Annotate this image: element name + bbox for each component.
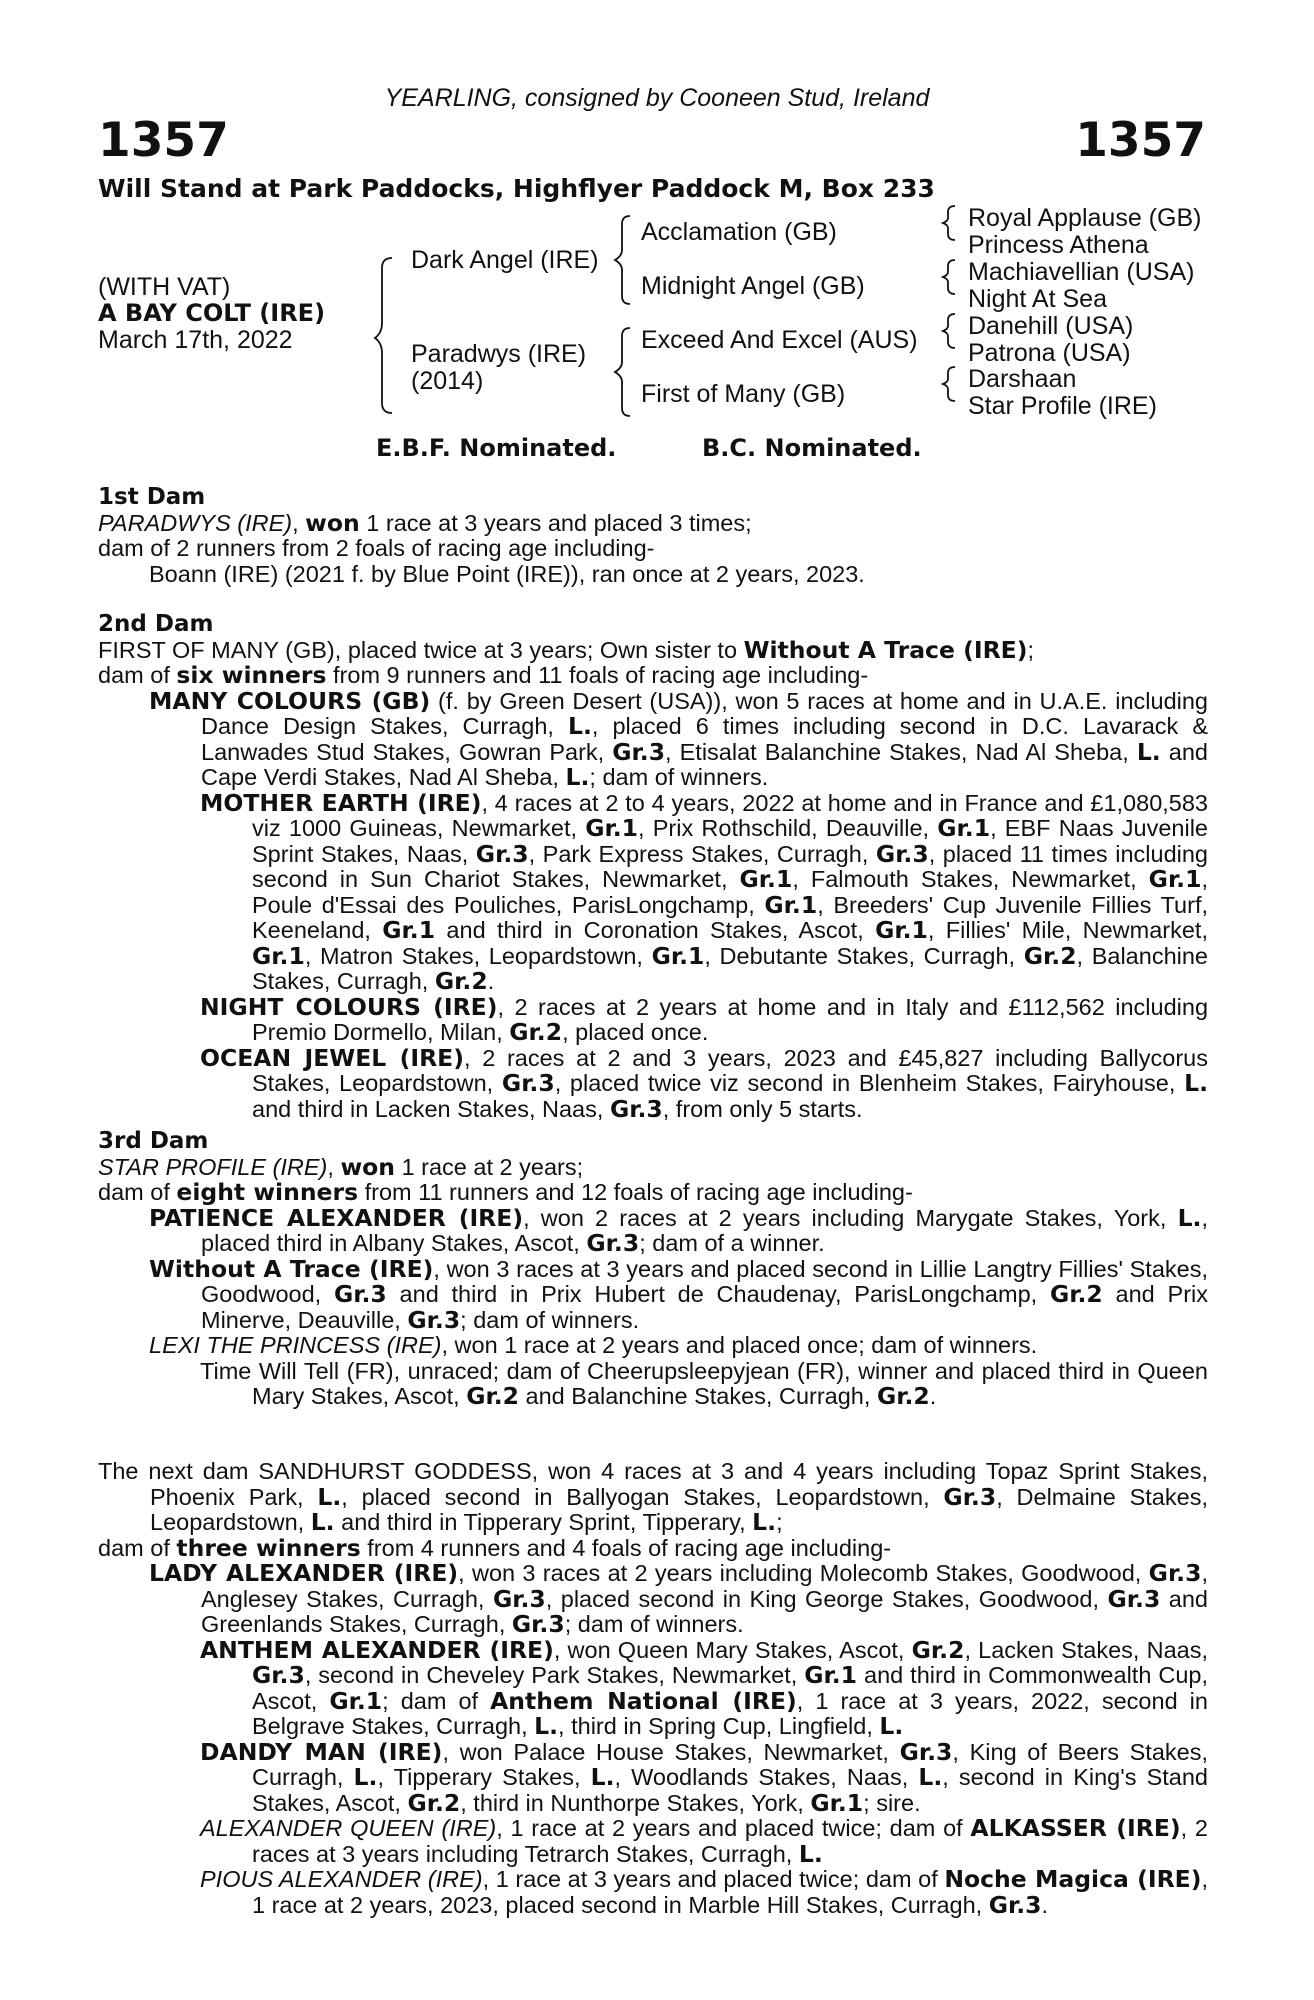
second-dam-heading: 2nd Dam (98, 611, 214, 637)
produce-alexander-queen (98, 1816, 1208, 1867)
race-grade: L. (879, 1712, 904, 1740)
second-dam-produce (98, 663, 1208, 689)
race-grade: L. (353, 1763, 378, 1791)
text: , won 3 races at 3 years and placed second in Lillie Langtry Fillies' Stakes, Goodwood, (201, 1255, 1209, 1307)
text: ; dam of (382, 1687, 491, 1714)
text: and third in Tipperary Sprint, Tipperary, (334, 1509, 753, 1535)
winners-count: eight winners (176, 1178, 359, 1206)
produce-time-will-tell (98, 1359, 1208, 1410)
race-grade: Gr.3 (252, 1661, 305, 1689)
text: , won Queen Mary Stakes, Ascot, (553, 1636, 912, 1663)
race-grade: Gr.3 (407, 1305, 461, 1334)
text: , 1 race at 2 years and placed twice; dam of (496, 1815, 971, 1841)
text: , placed 6 times including second in D.C. Lavarack & Lanwades Stud Stakes, Gowran Park, (201, 713, 1208, 765)
text: , EBF Naas Juvenile Sprint Stakes, Naas, (252, 815, 1208, 867)
consignor-header: YEARLING, consigned by Cooneen Stud, Ireland (384, 84, 930, 112)
text: , second in Cheveley Park Stakes, Newmarket, (304, 1662, 805, 1688)
produce-anthem-alexander (98, 1635, 1208, 1740)
second-dam-intro (98, 635, 1208, 664)
text: , Poule d'Essai des Pouliches, ParisLongchamp, (252, 866, 1208, 918)
text: Time Will Tell (FR), unraced; dam of (200, 1357, 588, 1384)
race-grade: Gr.3 (501, 1069, 555, 1097)
horse-name: MANY COLOURS (GB) (149, 686, 431, 715)
text: The next dam (98, 1458, 259, 1484)
text: and Balanchine Stakes, Curragh, (519, 1383, 877, 1409)
text: , third in Spring Cup, Lingfield, (558, 1713, 880, 1739)
produce-without-a-trace (98, 1254, 1209, 1334)
text: , Breeders' Cup Juvenile Fillies Turf, Keeneland, (252, 891, 1209, 943)
race-grade: L. (752, 1508, 777, 1536)
horse-name: PATIENCE ALEXANDER (IRE) (149, 1203, 524, 1232)
text: dam of (98, 1534, 177, 1561)
race-grade: Gr.1 (585, 814, 639, 842)
text: , Matron Stakes, Leopardstown, (304, 942, 652, 969)
sire: Dark Angel (IRE) (411, 246, 599, 274)
text: dam of (98, 662, 177, 688)
race-grade: L. (590, 1763, 615, 1791)
text: , 2 races at 3 years including Tetrarch Stakes, Curragh, (252, 1815, 1208, 1867)
horse-name: DANDY MAN (IRE) (200, 1737, 443, 1766)
race-grade: L. (534, 1712, 559, 1740)
text: , second in King's Stand Stakes, Ascot, (252, 1764, 1208, 1816)
race-grade: L. (798, 1839, 823, 1868)
text: , Delmaine Stakes, Leopardstown, (150, 1483, 1208, 1535)
race-grade: Gr.3 (875, 839, 929, 868)
text: and third in Commonwealth Cup, Ascot, (252, 1662, 1208, 1714)
dsd: Patrona (USA) (968, 339, 1131, 367)
sds: Machiavellian (USA) (968, 258, 1195, 286)
race-grade: Gr.2 (876, 1382, 930, 1410)
text: , winner and placed third in Queen Mary Stakes, Ascot, (252, 1357, 1208, 1409)
race-grade: Gr.3 (1107, 1584, 1161, 1613)
next-dam-section (98, 1459, 1208, 1918)
text: . (929, 1383, 937, 1409)
race-grade: L. (918, 1763, 943, 1791)
next-dam-intro (98, 1459, 1208, 1536)
text: ; (1027, 636, 1035, 663)
brace-sd (943, 260, 955, 294)
race-grade: Gr.2 (1049, 1280, 1103, 1308)
vat-note: (WITH VAT) (98, 273, 231, 301)
race-grade: L. (568, 712, 592, 740)
race-grade: Gr.2 (466, 1382, 519, 1410)
race-grade: Gr.3 (899, 1737, 953, 1766)
won-label: won (340, 1152, 396, 1181)
text: and third in Lacken Stakes, Naas, (252, 1095, 610, 1122)
text: from 4 runners and 4 foals of racing age including- (360, 1534, 892, 1561)
race-grade: Gr.2 (434, 967, 488, 995)
produce-patience-alexander (98, 1203, 1208, 1257)
text: ; dam of winners. (460, 1306, 640, 1333)
text: and third in Coronation Stakes, Ascot, (435, 917, 876, 943)
text: from 9 runners and 11 foals of racing age including- (326, 662, 869, 688)
text: (f. by Green Desert (USA)), won 5 races at home and in U.A.E. including Dance Design Stakes, Curragh, (201, 687, 1208, 739)
first-dam-produce: dam of 2 runners from 2 foals of racing age including- (98, 535, 655, 561)
text: , (292, 509, 306, 536)
brace-ss (943, 206, 955, 240)
text: FIRST OF MANY (GB), placed twice at 3 years; Own sister to (98, 636, 744, 663)
text: , placed second in King George Stakes, Goodwood, (545, 1585, 1108, 1612)
text: , from only 5 starts. (662, 1095, 863, 1122)
produce-pious-alexander (98, 1867, 1208, 1918)
winners-count: three winners (176, 1533, 361, 1562)
race-grade: Gr.1 (764, 890, 818, 919)
race-grade: Gr.1 (382, 916, 436, 944)
brace-main (375, 258, 392, 413)
text: , 1 race at 2 years, 2023, placed second in Marble Hill Stakes, Curragh, (252, 1866, 1209, 1918)
dam-dam: First of Many (GB) (641, 380, 846, 408)
ssd: Princess Athena (968, 231, 1149, 259)
race-grade: Gr.1 (739, 865, 793, 893)
dam-name: PARADWYS (IRE) (98, 509, 293, 536)
race-grade: Gr.1 (329, 1686, 383, 1715)
text: , won 1 race at 2 years and placed once; dam of winners. (441, 1332, 1038, 1358)
race-grade: Gr.3 (492, 1584, 546, 1613)
horse-name: LADY ALEXANDER (IRE) (149, 1559, 459, 1587)
produce-dandy-man (98, 1737, 1208, 1817)
brace-dam (615, 328, 630, 416)
race-grade: L. (1177, 1203, 1202, 1232)
text: , placed 11 times including second in Sun Chariot Stakes, Newmarket, (252, 840, 1208, 892)
horse-name: MOTHER EARTH (IRE) (200, 788, 482, 817)
horse-name: OCEAN JEWEL (IRE) (200, 1043, 464, 1072)
text: , (531, 1458, 549, 1484)
race-grade: Gr.2 (509, 1018, 563, 1046)
third-dam-section (98, 1129, 1208, 1410)
text: ; dam of winners. (589, 764, 769, 790)
third-dam-produce (98, 1180, 1208, 1206)
text: , Lacken Stakes, Naas, (964, 1636, 1208, 1663)
produce-ocean-jewel (98, 1043, 1208, 1123)
second-dam-section (98, 612, 1208, 1122)
text: , won 3 races at 2 years including Molecomb Stakes, Goodwood, (458, 1560, 1149, 1586)
ddd: Star Profile (IRE) (968, 392, 1157, 420)
brace-dd (943, 367, 955, 401)
text: , placed once. (562, 1019, 709, 1045)
text: . (487, 968, 495, 994)
text: , placed second in Ballyogan Stakes, Leopardstown, (341, 1483, 944, 1510)
horse-name: ALEXANDER QUEEN (IRE) (200, 1815, 497, 1841)
produce-mother-earth (98, 788, 1209, 995)
stand-location: Will Stand at Park Paddocks, Highflyer Paddock M, Box 233 (98, 174, 935, 203)
bc-nomination: B.C. Nominated. (702, 434, 922, 462)
ebf-nomination: E.B.F. Nominated. (376, 434, 617, 462)
text: , 2 races at 2 years at home and in Italy and £112,562 including Premio Dormello, Milan, (252, 993, 1209, 1045)
lot-title: A BAY COLT (IRE) (98, 299, 326, 327)
text: , Park Express Stakes, Curragh, (528, 840, 876, 867)
date-of-birth: March 17th, 2022 (98, 326, 293, 354)
text: and third in Prix Hubert de Chaudenay, ParisLongchamp, (386, 1281, 1050, 1307)
sdd: Night At Sea (968, 285, 1107, 313)
text: , Falmouth Stakes, Newmarket, (792, 866, 1149, 892)
text: , Prix Rothschild, Deauville, (638, 815, 938, 841)
race-grade: Gr.1 (804, 1661, 858, 1689)
horse-name: Without A Trace (IRE) (149, 1254, 434, 1283)
text: and Cape Verdi Stakes, Nad Al Sheba, (201, 738, 1208, 790)
text: ; (776, 1509, 783, 1535)
text: , placed third in Albany Stakes, Ascot, (201, 1204, 1208, 1256)
horse-name: NIGHT COLOURS (IRE) (200, 992, 498, 1021)
lot-number-left: 1357 (98, 113, 229, 168)
race-grade: Gr.1 (875, 916, 928, 944)
text: , Tipperary Stakes, (377, 1764, 591, 1790)
dam: Paradwys (IRE) (411, 340, 587, 368)
text: . (1041, 1891, 1049, 1918)
lot-number-right: 1357 (1075, 113, 1206, 168)
text: ; dam of winners. (564, 1611, 744, 1637)
race-grade: Gr.3 (586, 1229, 640, 1257)
dam-sire: Exceed And Excel (AUS) (641, 326, 918, 354)
race-grade: L. (1184, 1069, 1208, 1097)
text: , 1 race at 3 years, 2022, second in Belgrave Stakes, Curragh, (252, 1687, 1208, 1739)
text: , Debutante Stakes, Curragh, (704, 942, 1024, 969)
produce-lady-alexander (98, 1561, 1208, 1638)
race-grade: Gr.3 (988, 1890, 1042, 1919)
horse-name: Noche Magica (IRE) (944, 1865, 1202, 1893)
horse-name: PIOUS ALEXANDER (IRE) (200, 1866, 483, 1892)
text: , won Palace House Stakes, Newmarket, (442, 1738, 900, 1765)
text: won (548, 1458, 592, 1484)
winners-count: six winners (176, 661, 327, 689)
text: , 1 race at 3 years and placed twice; dam of (482, 1866, 945, 1892)
text: Cheerupsleepyjean (FR) (587, 1357, 845, 1384)
text: , won 2 races at 2 years including Marygate Stakes, York, (523, 1204, 1178, 1231)
produce-many-colours (98, 686, 1208, 791)
third-dam-intro (98, 1152, 1208, 1181)
race-grade: L. (317, 1482, 342, 1511)
text: and Prix Minerve, Deauville, (201, 1281, 1208, 1333)
first-dam-section (98, 485, 1208, 587)
race-grade: Gr.1 (651, 941, 705, 970)
text: , Fillies' Mile, Newmarket, (927, 917, 1208, 943)
text: and Greenlands Stakes, Curragh, (201, 1585, 1208, 1637)
produce-lexi-the-princess (98, 1333, 1208, 1359)
race-grade: L. (310, 1508, 335, 1536)
text: , 2 races at 2 and 3 years, 2023 and £45,827 including Ballycorus Stakes, Leopardstown, (252, 1044, 1208, 1096)
dam-year: (2014) (411, 367, 484, 395)
race-grade: Gr.1 (1148, 865, 1202, 893)
race-grade: Gr.3 (609, 1094, 663, 1123)
text: , placed twice viz second in Blenheim Stakes, Fairyhouse, (554, 1070, 1185, 1096)
produce-night-colours (98, 992, 1209, 1046)
text: , Woodlands Stakes, Naas, (614, 1764, 919, 1790)
dds: Darshaan (968, 365, 1077, 393)
race-grade: Gr.2 (1023, 941, 1077, 970)
text: 1 race at 3 years and placed 3 times; (359, 509, 752, 536)
horse-name: LEXI THE PRINCESS (IRE) (149, 1332, 442, 1358)
race-grade: Gr.3 (511, 1610, 565, 1638)
race-grade: Gr.3 (475, 839, 529, 868)
race-grade: Gr.3 (1148, 1559, 1202, 1587)
text: SANDHURST GODDESS (258, 1458, 532, 1484)
text: , Etisalat Balanchine Stakes, Nad Al Sheba, (665, 738, 1137, 765)
first-dam-runner: Boann (IRE) (2021 f. by Blue Point (IRE)), ran once at 2 years, 2023. (149, 560, 865, 587)
sibling-name: Without A Trace (IRE) (743, 635, 1028, 664)
text: from 11 runners and 12 foals of racing age including- (358, 1179, 913, 1205)
race-grade: Gr.2 (911, 1635, 965, 1664)
third-dam-heading: 3rd Dam (98, 1128, 209, 1154)
text: dam of (98, 1179, 177, 1205)
sss: Royal Applause (GB) (968, 204, 1202, 232)
text: 4 races at 3 and 4 years including Topaz Sprint Stakes, Phoenix Park, (150, 1458, 1208, 1510)
dam-name: STAR PROFILE (IRE) (98, 1153, 328, 1180)
race-grade: Gr.1 (252, 941, 305, 970)
text: , Anglesey Stakes, Curragh, (201, 1560, 1208, 1612)
text: , (327, 1153, 341, 1180)
text: , King of Beers Stakes, Curragh, (252, 1738, 1208, 1790)
race-grade: Gr.1 (810, 1788, 864, 1817)
horse-name: ANTHEM ALEXANDER (IRE) (200, 1635, 554, 1664)
race-grade: Gr.3 (943, 1482, 997, 1511)
won-label: won (305, 508, 360, 537)
text: , Balanchine Stakes, Curragh, (252, 942, 1208, 994)
brace-sire (615, 216, 630, 304)
race-grade: Gr.2 (407, 1788, 461, 1817)
sire-dam: Midnight Angel (GB) (641, 272, 865, 300)
first-dam-heading: 1st Dam (98, 484, 206, 510)
first-dam-line (98, 508, 1208, 537)
race-grade: Gr.1 (937, 814, 991, 842)
text: ; sire. (863, 1789, 921, 1816)
text: ; dam of a winner. (639, 1230, 825, 1256)
brace-ds (943, 314, 955, 348)
race-grade: L. (1136, 737, 1161, 766)
next-dam-produce (98, 1533, 1208, 1562)
dss: Danehill (USA) (968, 312, 1134, 340)
text: , third in Nunthorpe Stakes, York, (460, 1789, 811, 1816)
race-grade: L. (565, 763, 590, 791)
horse-name: ALKASSER (IRE) (970, 1814, 1181, 1842)
sire-sire: Acclamation (GB) (641, 218, 837, 246)
race-grade: Gr.3 (333, 1280, 387, 1308)
horse-name: Anthem National (IRE) (490, 1686, 797, 1715)
text: , 4 races at 2 to 4 years, 2022 at home and in France and £1,080,583 viz 1000 Guineas, Newmarket, (252, 789, 1209, 841)
race-grade: Gr.3 (612, 737, 666, 766)
text: 1 race at 2 years; (395, 1153, 584, 1180)
